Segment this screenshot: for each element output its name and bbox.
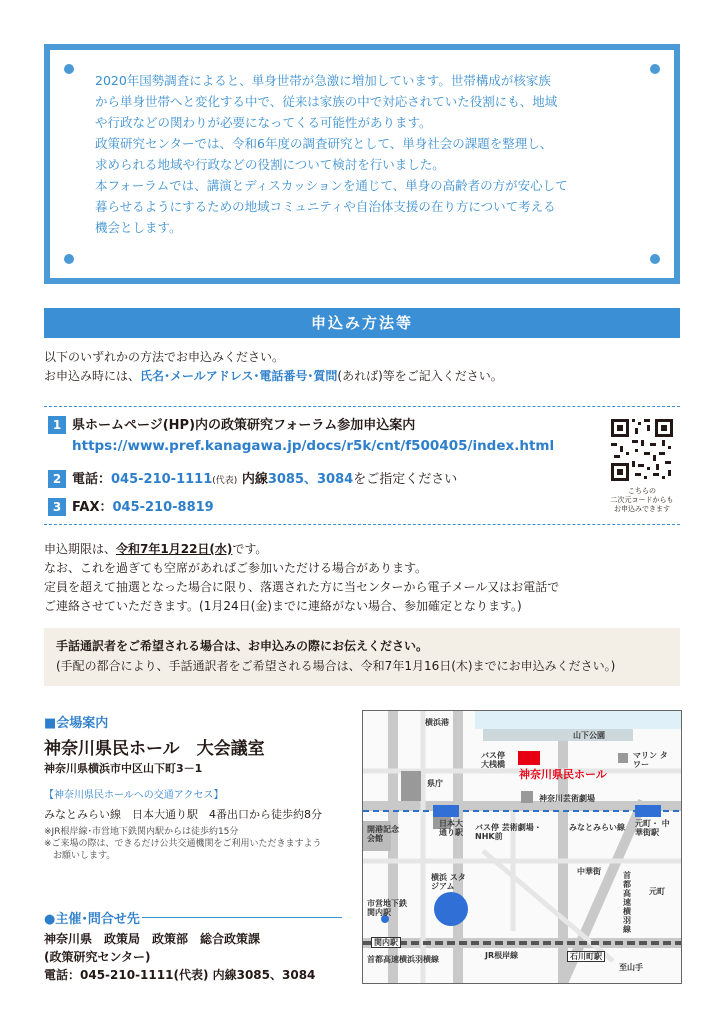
method-phone (48, 470, 457, 491)
map-label: 首都高速横羽線 (623, 871, 631, 934)
intro-line: 本フォーラムでは、講演とディスカッションを通じて、単身の高齢者の方が安心して (95, 178, 568, 193)
intro-line: 求められる地域や行政などの役割について検討を行いました。 (95, 157, 445, 172)
extension-label: 内線 (237, 472, 268, 487)
qr-caption-line: お申込みできます (614, 505, 670, 513)
apply-intro (44, 348, 684, 386)
section-heading-apply: 申込み方法等 (44, 308, 680, 338)
sign-language-box (44, 628, 680, 686)
phone-rep: (代表) (212, 476, 238, 486)
contact-heading: ●主催･問合せ先 (44, 912, 140, 927)
extension-numbers: 3085、3084 (267, 472, 354, 487)
deadline-post: です。 (232, 542, 268, 556)
deadline-pre: 申込期限は、 (44, 542, 117, 556)
access-heading: 【神奈川県民ホールへの交通アクセス】 (44, 790, 224, 801)
contact-line: 電話：045-210-1111(代表) 内線3085、3084 (44, 968, 316, 982)
intro-line: 政策研究センターでは、令和6年度の調査研究として、単身社会の課題を整理し、 (95, 136, 553, 151)
map-label: 元町・ 中華街駅 (635, 819, 670, 837)
method-number: 2 (48, 470, 66, 488)
map-label-kenmin-hall: 神奈川県民ホール (519, 768, 607, 781)
map-label: 開港記念 会館 (367, 825, 399, 843)
map-label: 県庁 (427, 779, 443, 788)
sign-language-line2: (手配の都合により、手話通訳者をご希望される場合は、令和7年1月16日(木)までにお申込みください。) (56, 659, 616, 673)
map-label: バス停 大桟橋 (481, 751, 505, 769)
qr-caption-line: 二次元コードからも (610, 496, 674, 504)
phone-number: 045-210-1111 (111, 472, 213, 487)
access-note: ※JR根岸線･市営地下鉄関内駅からは徒歩約15分 (44, 827, 239, 837)
apply-line2 (44, 367, 684, 386)
qr-caption-line: こちらの (628, 487, 656, 495)
deadline-note: 定員を超えて抽選となった場合に限り、落選された方に当センターから電子メール又はお電話で (44, 580, 560, 594)
map-label: 至山手 (619, 963, 643, 972)
access-note: ※ご来場の際は、できるだけ公共交通機関をご利用いただきますよう (44, 839, 322, 849)
contact-body (44, 930, 315, 984)
divider (44, 406, 680, 407)
corner-dot (64, 64, 74, 74)
map-label: みなとみらい線 (569, 823, 625, 832)
map-label-station: 石川町駅 (567, 951, 605, 962)
sign-language-line1: 手話通訳者をご希望される場合は、お申込みの際にお伝えください。 (56, 639, 429, 653)
method-number: 3 (48, 498, 66, 516)
deadline-block (44, 540, 684, 616)
access-notes (44, 826, 354, 862)
qr-code-icon (608, 416, 676, 484)
map-label: 中華街 (577, 867, 601, 876)
apply-line2-pre: お申込み時には、 (44, 369, 141, 383)
deadline-line (44, 540, 684, 559)
apply-url-link[interactable]: https://www.pref.kanagawa.jp/docs/r5k/cnt/f500405/index.html (72, 438, 555, 454)
intro-line: や行政などの関わりが必要になってくる可能性があります。 (95, 115, 432, 130)
intro-line: 2020年国勢調査によると、単身世帯が急激に増加しています。世帯構成が核家族 (95, 73, 551, 88)
map-label: 市営地下鉄 関内駅 (367, 899, 407, 917)
contact-line: 神奈川県 政策局 政策部 総合政策課 (44, 932, 261, 946)
map-label-station: 関内駅 (371, 937, 401, 948)
map-label: マリン タワー (633, 751, 668, 769)
intro-text (95, 70, 655, 238)
qr-code[interactable] (608, 416, 676, 484)
corner-dot (64, 254, 74, 264)
venue-heading: ■会場案内 (44, 716, 109, 731)
access-note: お願いします。 (44, 851, 116, 861)
venue-name: 神奈川県民ホール 大会議室 (44, 739, 265, 759)
method-number: 1 (48, 416, 66, 434)
contact-line: (政策研究センター) (44, 950, 151, 964)
apply-line2-items: 氏名･メールアドレス･電話番号･質問 (140, 369, 338, 383)
map-label: 山下公園 (573, 731, 605, 740)
intro-box (44, 44, 680, 284)
map-label: 首都高速横浜羽横線 (367, 955, 439, 964)
method-web-label: 県ホームページ(HP)内の政策研究フォーラム参加申込案内 (72, 418, 416, 433)
corner-dot (650, 254, 660, 264)
deadline-note: ご連絡させていただきます。(1月24日(金)までに連絡がない場合、参加確定となります。) (44, 599, 522, 613)
contact-rule (142, 917, 342, 918)
qr-caption (600, 487, 684, 514)
map-label: 日本大 通り駅 (439, 819, 463, 837)
method-phone-label: 電話： (72, 472, 112, 487)
intro-line: 機会とします。 (95, 220, 182, 235)
map-label: 横浜港 (425, 718, 449, 727)
deadline-note: なお、これを過ぎても空席があればご参加いただける場合があります。 (44, 561, 428, 575)
map-label: JR根岸線 (485, 951, 519, 960)
deadline-date: 令和7年1月22日(水) (116, 542, 233, 556)
map-label: 横浜 スタジアム (431, 873, 466, 891)
access-text: みなとみらい線 日本大通り駅 4番出口から徒歩約8分 (44, 808, 322, 821)
map-label: 元町 (649, 887, 665, 896)
method-web (48, 416, 415, 436)
venue-map[interactable] (362, 710, 682, 984)
method-phone-post: をご指定ください (353, 472, 458, 487)
divider (44, 524, 680, 525)
intro-line: 暮らせるようにするための地域コミュニティや自治体支援の在り方について考える (95, 199, 556, 214)
apply-line1: 以下のいずれかの方法でお申込みください。 (44, 350, 285, 364)
method-fax (48, 498, 214, 518)
map-label: 神奈川芸術劇場 (539, 794, 595, 803)
map-label: バス停 芸術劇場・NHK前 (475, 823, 542, 841)
method-fax-label: FAX： (72, 500, 113, 515)
apply-line2-post: (あれば)等をご記入ください。 (337, 369, 503, 383)
intro-line: から単身世帯へと変化する中で、従来は家族の中で対応されていた役割にも、地域 (95, 94, 558, 109)
venue-address: 神奈川県横浜市中区山下町3－1 (44, 762, 203, 775)
fax-number: 045-210-8819 (112, 500, 214, 515)
